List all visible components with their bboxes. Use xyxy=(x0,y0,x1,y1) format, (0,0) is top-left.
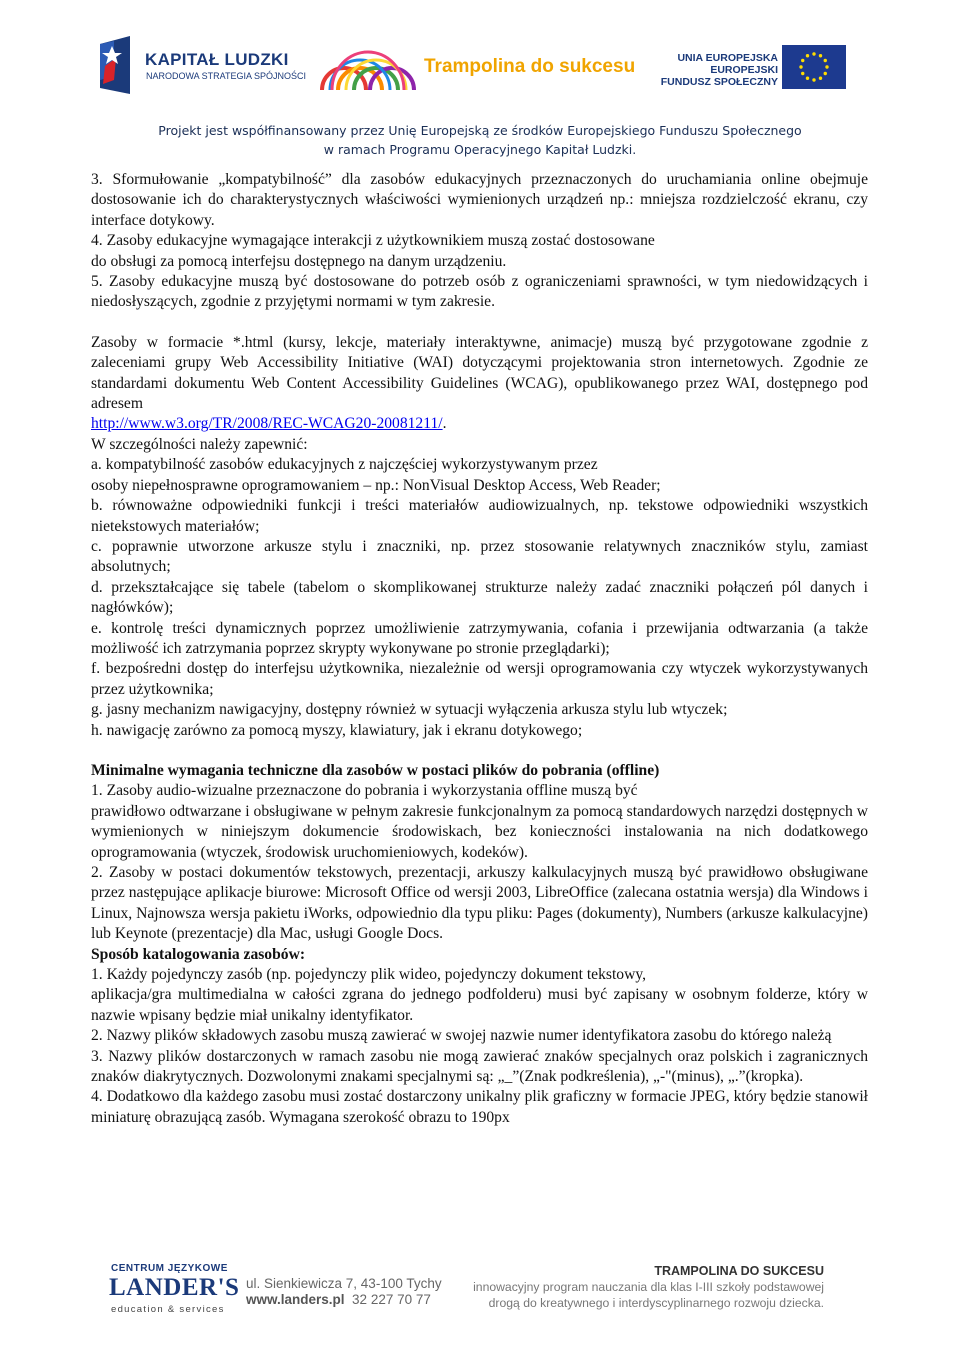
kapital-ludzki-subtitle: NARODOWA STRATEGIA SPÓJNOŚCI xyxy=(146,71,307,81)
catalog-item-1-line2: aplikacja/gra multimedialna w całości zgrana do jednego podfolderu) musi być zapisany w osobnym folderze, który w nazwie wpisany będzie miał unikalny identyfikator. xyxy=(91,986,868,1024)
wcag-link[interactable]: http://www.w3.org/TR/2008/REC-WCAG20-20081211/ xyxy=(91,415,443,433)
eu-line2: EUROPEJSKI xyxy=(710,64,778,76)
eu-star-icon xyxy=(812,52,815,55)
kapital-ludzki-logo xyxy=(95,30,307,98)
address-line: ul. Sienkiewicza 7, 43-100 Tychy xyxy=(246,1276,442,1291)
paragraph-4-line2: do obsługi za pomocą interfejsu dostępnego na danym urządzeniu. xyxy=(91,252,507,270)
paragraph-3: 3. Sformułowanie „kompatybilność” dla zasobów edukacyjnych przeznaczonych do uruchamiania online obejmuje dostosowanie ich do charakterystycznych właściwości wymienionych urządzeń np.: mniejsza rozdzielczość ekranu, czy interface dotykowy. xyxy=(91,171,868,229)
paragraph-4-line1: 4. Zasoby edukacyjne wymagające interakcji z użytkownikiem muszą zostać dostosowane xyxy=(91,232,655,250)
offline-item-1-line2: prawidłowo odtwarzane i obsługiwane w pełnym zakresie funkcjonalnym za pomocą standardowych narzędzi dostępnych w wymienionych w niniejszym dokumencie środowiskach, bez konieczności instalowania na nich dodatkowego oprogramowania (wtyczek, środowisk uruchomieniowych, kodeków). xyxy=(91,802,868,861)
project-line-2: w ramach Programu Operacyjnego Kapitał Ludzki. xyxy=(323,142,637,157)
eu-star-icon xyxy=(812,78,815,81)
project-line-1: Projekt jest współfinansowany przez Unię Europejską ze środków Europejskiego Funduszu Społecznego xyxy=(158,123,802,138)
wcag-link-line xyxy=(91,414,868,434)
item-e: e. kontrolę treści dynamicznych poprzez umożliwienie zatrzymywania, cofania i przewijania odtwarzania (a także możliwość ich zatrzymania poprzez skrypty wykonywane po stronie przeglądarki); xyxy=(91,619,868,657)
offline-item-1-line1: 1. Zasoby audio-wizualne przeznaczone do pobrania i wykorzystania offline muszą być xyxy=(91,782,638,800)
item-b: b. równoważne odpowiedniki funkcji i treści materiałów audiowizualnych, np. tekstowe odpowiedniki wszystkich nietekstowych materiałów; xyxy=(91,497,868,535)
kapital-ludzki-title: KAPITAŁ LUDZKI xyxy=(145,50,289,69)
eu-flag-icon xyxy=(782,45,846,89)
program-line-1: innowacyjny program nauczania dla klas I-III szkoły podstawowej xyxy=(473,1280,824,1294)
project-funding-note xyxy=(0,121,960,159)
offline-item-2: 2. Zasoby w postaci dokumentów tekstowych, prezentacji, arkuszy kalkulacyjnych muszą być prawidłowo obsługiwane przez następujące aplikacje biurowe: Microsoft Office od wersji 2003, LibreOffice (zalecana ostatnia wersja) dla Windows i Linux, Najnowsza wersja pakietu iWorks, odpowiednio dla typu pliku: Pages (dokumenty), Numbers (arkusze kalkulacyjne) lub Keynote (prezentacje) dla Mac, usługi Google Docs. xyxy=(91,864,868,943)
website-link[interactable]: www.landers.pl xyxy=(246,1292,345,1307)
eu-star-icon xyxy=(806,54,809,57)
spacer xyxy=(91,741,868,761)
eu-star-icon xyxy=(819,77,822,80)
trampolina-title: Trampolina do sukcesu xyxy=(424,56,636,77)
landers-subtitle: education & services xyxy=(111,1304,225,1315)
trampolina-logo xyxy=(318,38,638,98)
paragraph-5: 5. Zasoby edukacyjne muszą być dostosowane do potrzeb osób z ograniczeniami sprawności, w tym niedowidzących i niedosłyszących, zgodnie z przyjętymi normami w tym zakresie. xyxy=(91,273,868,311)
catalog-item-2: 2. Nazwy plików składowych zasobu muszą zawierać w swojej nazwie numer identyfikatora zasobu do którego należą xyxy=(91,1027,832,1045)
catalog-item-4: 4. Dodatkowo dla każdego zasobu musi zostać dostarczony unikalny plik graficzny w formacie JPEG, który będzie stanowił miniaturę obrazującą zasób. Wymagana szerokość obrazu to 190px xyxy=(91,1088,868,1126)
kapital-ludzki-flag-icon xyxy=(100,36,134,94)
eu-line3: FUNDUSZ SPOŁECZNY xyxy=(660,76,778,88)
rainbow-arches-icon xyxy=(318,38,418,94)
wcag-link-tail: . xyxy=(442,415,447,433)
item-g: g. jasny mechanizm nawigacyjny, dostępny również w sytuacji wyłączenia arkusza stylu lub wtyczek; xyxy=(91,701,728,719)
eu-star-icon xyxy=(801,59,804,62)
eu-star-icon xyxy=(819,54,822,57)
ensure-intro: W szczególności należy zapewnić: xyxy=(91,435,308,453)
item-f: f. bezpośredni dostęp do interfejsu użytkownika, niezależnie od wersji oprogramowania czy wtyczek wykorzystywanych przez użytkownika; xyxy=(91,660,868,698)
catalog-item-1-line1: 1. Każdy pojedynczy zasób (np. pojedynczy plik wideo, pojedynczy dokument tekstowy, xyxy=(91,966,647,984)
item-c: c. poprawnie utworzone arkusze stylu i znaczniki, np. przez stosowanie relatywnych znaczników stylu, zamiast absolutnych; xyxy=(91,537,868,576)
item-h: h. nawigację zarówno za pomocą myszy, klawiatury, jak i ekranu dotykowego; xyxy=(91,721,583,739)
html-resources-paragraph: Zasoby w formacie *.html (kursy, lekcje, materiały interaktywne, animacje) muszą być przygotowane zgodnie z zaleceniami grupy Web Accessibility Initiative (WAI) dotyczącymi projektowania stron internetowych. Zgodnie ze standardami dokumentu Web Content Accessibility Guidelines (WCAG), opublikowanego przez WAI, dostępnego pod adresem xyxy=(91,333,868,413)
eu-star-icon xyxy=(801,72,804,75)
item-d: d. przekształcające się tabele (tabelom o skomplikowanej strukturze należy zadać znaczniki połączeń pól danych i nagłówków); xyxy=(91,578,868,617)
eu-line1: UNIA EUROPEJSKA xyxy=(677,52,778,64)
program-title: TRAMPOLINA DO SUKCESU xyxy=(654,1264,824,1278)
eu-star-icon xyxy=(806,77,809,80)
phone-number: 32 227 70 77 xyxy=(352,1292,431,1307)
footer-program-info xyxy=(470,1263,824,1311)
offline-heading: Minimalne wymagania techniczne dla zasobów w postaci plików do pobrania (offline) xyxy=(91,761,660,779)
footer-address xyxy=(246,1276,442,1308)
document-body xyxy=(91,170,868,1128)
landers-name: LANDER'S xyxy=(109,1274,240,1301)
eu-logo-text xyxy=(661,52,778,88)
contact-line xyxy=(246,1292,442,1308)
eu-logo xyxy=(660,40,856,100)
catalog-heading: Sposób katalogowania zasobów: xyxy=(91,945,306,963)
spacer xyxy=(91,313,868,333)
eu-star-icon xyxy=(799,65,802,68)
eu-star-icon xyxy=(825,65,828,68)
item-a-line1: a. kompatybilność zasobów edukacyjnych z najczęściej wykorzystywanym przez xyxy=(91,456,598,474)
catalog-item-3: 3. Nazwy plików dostarczonych w ramach zasobu nie mogą zawierać znaków specjalnych oraz polskich i zagranicznych znaków diakrytycznych. Dozwolonymi znakami specjalnymi są: „_”(Znak podkreślenia), „-"(minus), „.”(kropka). xyxy=(91,1047,868,1086)
eu-star-icon xyxy=(824,72,827,75)
eu-star-icon xyxy=(824,59,827,62)
landers-logo xyxy=(108,1263,240,1317)
landers-top-text: CENTRUM JĘZYKOWE xyxy=(111,1263,228,1274)
item-a-line2: osoby niepełnosprawne oprogramowaniem – np.: NonVisual Desktop Access, Web Reader; xyxy=(91,476,661,494)
program-line-2: drogą do kreatywnego i interdyscyplinarnego rozwoju dziecka. xyxy=(488,1296,824,1310)
